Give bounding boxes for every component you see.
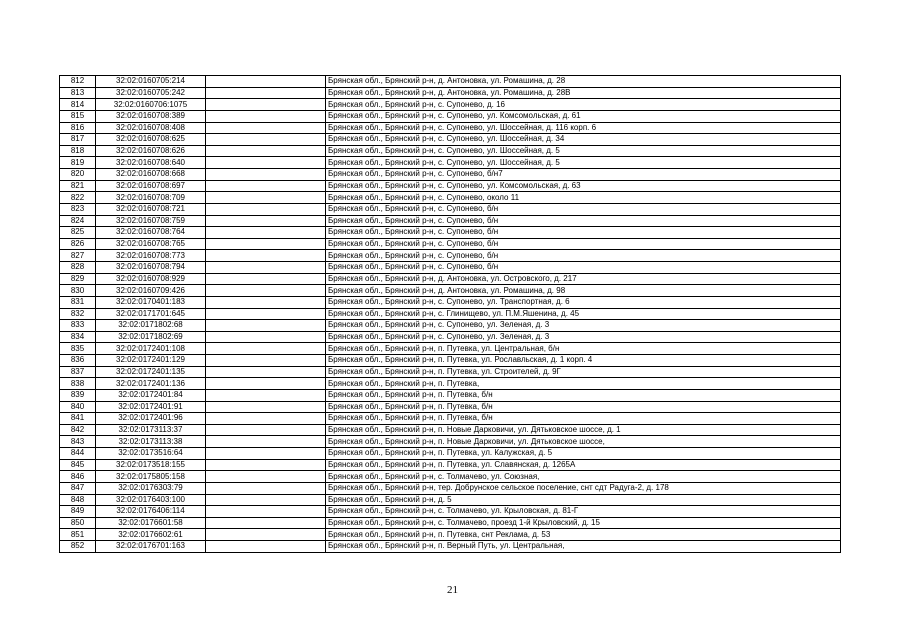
table-row <box>60 145 841 157</box>
cadastral-number: 32:02:0170401:183 <box>96 296 206 308</box>
cadastral-number: 32:02:0160708:709 <box>96 192 206 204</box>
table-row <box>60 401 841 413</box>
cadastral-number: 32:02:0160708:668 <box>96 169 206 181</box>
table-row <box>60 506 841 518</box>
cadastral-number: 32:02:0173113:37 <box>96 424 206 436</box>
row-number: 849 <box>60 506 96 518</box>
row-number: 846 <box>60 471 96 483</box>
row-number: 827 <box>60 250 96 262</box>
cadastral-number: 32:02:0171701:645 <box>96 308 206 320</box>
row-number: 833 <box>60 320 96 332</box>
empty-cell <box>206 273 326 285</box>
empty-cell <box>206 215 326 227</box>
empty-cell <box>206 459 326 471</box>
row-number: 831 <box>60 296 96 308</box>
cadastral-number: 32:02:0173516:64 <box>96 448 206 460</box>
table-row <box>60 250 841 262</box>
empty-cell <box>206 99 326 111</box>
table-row <box>60 541 841 553</box>
row-number: 841 <box>60 413 96 425</box>
row-number: 816 <box>60 122 96 134</box>
empty-cell <box>206 494 326 506</box>
empty-cell <box>206 134 326 146</box>
cadastral-number: 32:02:0160708:759 <box>96 215 206 227</box>
table-row <box>60 529 841 541</box>
empty-cell <box>206 110 326 122</box>
row-number: 818 <box>60 145 96 157</box>
empty-cell <box>206 203 326 215</box>
row-number: 840 <box>60 401 96 413</box>
row-number: 812 <box>60 76 96 88</box>
row-number: 836 <box>60 355 96 367</box>
address: Брянская обл., Брянский р-н, с. Супонево, ул. Зеленая, д. 3 <box>326 331 841 343</box>
empty-cell <box>206 192 326 204</box>
address: Брянская обл., Брянский р-н, с. Супонево, ул. Шоссейная, д. 5 <box>326 145 841 157</box>
empty-cell <box>206 401 326 413</box>
cadastral-number: 32:02:0160708:625 <box>96 134 206 146</box>
address: Брянская обл., Брянский р-н, п. Путевка, <box>326 378 841 390</box>
row-number: 825 <box>60 227 96 239</box>
empty-cell <box>206 227 326 239</box>
table-row <box>60 355 841 367</box>
cadastral-number: 32:02:0160708:773 <box>96 250 206 262</box>
table-row <box>60 203 841 215</box>
empty-cell <box>206 482 326 494</box>
cadastral-number: 32:02:0173113:38 <box>96 436 206 448</box>
address: Брянская обл., Брянский р-н, с. Супонево, б/н <box>326 215 841 227</box>
address: Брянская обл., Брянский р-н, п. Путевка, снт Реклама, д. 53 <box>326 529 841 541</box>
address: Брянская обл., Брянский р-н, с. Супонево, ул. Шоссейная, д. 116 корп. 6 <box>326 122 841 134</box>
address: Брянская обл., Брянский р-н, с. Супонево, д. 16 <box>326 99 841 111</box>
address: Брянская обл., Брянский р-н, п. Путевка, ул. Центральная, б/н <box>326 343 841 355</box>
cadastral-number: 32:02:0172401:135 <box>96 366 206 378</box>
address: Брянская обл., Брянский р-н, п. Путевка, ул. Рославльская, д. 1 корп. 4 <box>326 355 841 367</box>
table-row <box>60 273 841 285</box>
row-number: 821 <box>60 180 96 192</box>
empty-cell <box>206 517 326 529</box>
row-number: 823 <box>60 203 96 215</box>
empty-cell <box>206 296 326 308</box>
row-number: 847 <box>60 482 96 494</box>
empty-cell <box>206 506 326 518</box>
row-number: 819 <box>60 157 96 169</box>
row-number: 826 <box>60 238 96 250</box>
row-number: 822 <box>60 192 96 204</box>
table-row <box>60 134 841 146</box>
table-row <box>60 471 841 483</box>
cadastral-number: 32:02:0160708:794 <box>96 262 206 274</box>
cadastral-number: 32:02:0172401:108 <box>96 343 206 355</box>
address: Брянская обл., Брянский р-н, д. 5 <box>326 494 841 506</box>
address: Брянская обл., Брянский р-н, с. Супонево, ул. Зеленая, д. 3 <box>326 320 841 332</box>
cadastral-number: 32:02:0173518:155 <box>96 459 206 471</box>
table-row <box>60 215 841 227</box>
address: Брянская обл., Брянский р-н, п. Верный Путь, ул. Центральная, <box>326 541 841 553</box>
cadastral-number: 32:02:0160706:1075 <box>96 99 206 111</box>
table-row <box>60 285 841 297</box>
address: Брянская обл., Брянский р-н, п. Путевка, ул. Калужская, д. 5 <box>326 448 841 460</box>
address: Брянская обл., Брянский р-н, с. Супонево, ул. Шоссейная, д. 5 <box>326 157 841 169</box>
row-number: 832 <box>60 308 96 320</box>
table-row <box>60 227 841 239</box>
cadastral-number: 32:02:0160708:626 <box>96 145 206 157</box>
empty-cell <box>206 238 326 250</box>
address: Брянская обл., Брянский р-н, с. Супонево, б/н <box>326 203 841 215</box>
row-number: 815 <box>60 110 96 122</box>
cadastral-number: 32:02:0160708:697 <box>96 180 206 192</box>
empty-cell <box>206 180 326 192</box>
table-row <box>60 99 841 111</box>
address: Брянская обл., Брянский р-н, с. Супонево, ул. Комсомольская, д. 63 <box>326 180 841 192</box>
cadastral-number: 32:02:0176602:61 <box>96 529 206 541</box>
cadastral-number: 32:02:0160708:389 <box>96 110 206 122</box>
table-row <box>60 192 841 204</box>
empty-cell <box>206 541 326 553</box>
cadastral-number: 32:02:0172401:129 <box>96 355 206 367</box>
row-number: 817 <box>60 134 96 146</box>
address: Брянская обл., Брянский р-н, с. Супонево, ул. Комсомольская, д. 61 <box>326 110 841 122</box>
table-row <box>60 262 841 274</box>
table-row <box>60 180 841 192</box>
empty-cell <box>206 424 326 436</box>
table-row <box>60 436 841 448</box>
row-number: 820 <box>60 169 96 181</box>
empty-cell <box>206 413 326 425</box>
table-row <box>60 320 841 332</box>
table-row <box>60 413 841 425</box>
empty-cell <box>206 87 326 99</box>
cadastral-number: 32:02:0160708:640 <box>96 157 206 169</box>
address: Брянская обл., Брянский р-н, с. Глинищево, ул. П.М.Яшенина, д. 45 <box>326 308 841 320</box>
table-row <box>60 169 841 181</box>
empty-cell <box>206 157 326 169</box>
table-row <box>60 424 841 436</box>
page-number: 21 <box>447 584 458 596</box>
row-number: 828 <box>60 262 96 274</box>
row-number: 842 <box>60 424 96 436</box>
address: Брянская обл., Брянский р-н, п. Новые Дарковичи, ул. Дятьковское шоссе, <box>326 436 841 448</box>
cadastral-number: 32:02:0171802:68 <box>96 320 206 332</box>
address: Брянская обл., Брянский р-н, с. Супонево, б/н <box>326 238 841 250</box>
address: Брянская обл., Брянский р-н, с. Супонево, б/н <box>326 250 841 262</box>
address: Брянская обл., Брянский р-н, д. Антоновка, ул. Ромашина, д. 28 <box>326 76 841 88</box>
property-table-body <box>60 76 841 553</box>
address: Брянская обл., Брянский р-н, д. Антоновка, ул. Ромашина, д. 28В <box>326 87 841 99</box>
table-row <box>60 494 841 506</box>
cadastral-number: 32:02:0172401:96 <box>96 413 206 425</box>
address: Брянская обл., Брянский р-н, п. Путевка, ул. Славянская, д. 1265А <box>326 459 841 471</box>
cadastral-number: 32:02:0160705:242 <box>96 87 206 99</box>
row-number: 837 <box>60 366 96 378</box>
row-number: 813 <box>60 87 96 99</box>
cadastral-number: 32:02:0160705:214 <box>96 76 206 88</box>
cadastral-number: 32:02:0160708:764 <box>96 227 206 239</box>
empty-cell <box>206 320 326 332</box>
table-row <box>60 331 841 343</box>
row-number: 850 <box>60 517 96 529</box>
address: Брянская обл., Брянский р-н, с. Супонево, ул. Транспортная, д. 6 <box>326 296 841 308</box>
empty-cell <box>206 285 326 297</box>
table-row <box>60 517 841 529</box>
address: Брянская обл., Брянский р-н, с. Супонево, ул. Шоссейная, д. 34 <box>326 134 841 146</box>
cadastral-number: 32:02:0176601:58 <box>96 517 206 529</box>
row-number: 830 <box>60 285 96 297</box>
table-row <box>60 448 841 460</box>
cadastral-number: 32:02:0175805:158 <box>96 471 206 483</box>
table-row <box>60 378 841 390</box>
table-row <box>60 87 841 99</box>
address: Брянская обл., Брянский р-н, тер. Добрунское сельское поселение, снт сдт Радуга-2, д. 178 <box>326 482 841 494</box>
cadastral-number: 32:02:0176303:79 <box>96 482 206 494</box>
table-row <box>60 296 841 308</box>
address: Брянская обл., Брянский р-н, д. Антоновка, ул. Островского, д. 217 <box>326 273 841 285</box>
row-number: 814 <box>60 99 96 111</box>
row-number: 829 <box>60 273 96 285</box>
row-number: 844 <box>60 448 96 460</box>
empty-cell <box>206 343 326 355</box>
cadastral-number: 32:02:0172401:91 <box>96 401 206 413</box>
row-number: 838 <box>60 378 96 390</box>
cadastral-number: 32:02:0176701:163 <box>96 541 206 553</box>
address: Брянская обл., Брянский р-н, с. Супонево, б/н <box>326 227 841 239</box>
cadastral-number: 32:02:0176406:114 <box>96 506 206 518</box>
row-number: 845 <box>60 459 96 471</box>
row-number: 824 <box>60 215 96 227</box>
cadastral-number: 32:02:0160708:721 <box>96 203 206 215</box>
empty-cell <box>206 145 326 157</box>
address: Брянская обл., Брянский р-н, п. Путевка, б/н <box>326 389 841 401</box>
empty-cell <box>206 529 326 541</box>
address: Брянская обл., Брянский р-н, п. Новые Дарковичи, ул. Дятьковское шоссе, д. 1 <box>326 424 841 436</box>
table-row <box>60 76 841 88</box>
empty-cell <box>206 122 326 134</box>
row-number: 852 <box>60 541 96 553</box>
table-row <box>60 238 841 250</box>
empty-cell <box>206 331 326 343</box>
cadastral-number: 32:02:0172401:84 <box>96 389 206 401</box>
cadastral-number: 32:02:0160708:765 <box>96 238 206 250</box>
address: Брянская обл., Брянский р-н, с. Толмачево, ул. Союзная, <box>326 471 841 483</box>
table-row <box>60 343 841 355</box>
cadastral-number: 32:02:0171802:69 <box>96 331 206 343</box>
empty-cell <box>206 355 326 367</box>
row-number: 839 <box>60 389 96 401</box>
empty-cell <box>206 436 326 448</box>
empty-cell <box>206 448 326 460</box>
table-row <box>60 459 841 471</box>
row-number: 843 <box>60 436 96 448</box>
table-row <box>60 482 841 494</box>
address: Брянская обл., Брянский р-н, с. Супонево, б/н <box>326 262 841 274</box>
empty-cell <box>206 389 326 401</box>
address: Брянская обл., Брянский р-н, п. Путевка, б/н <box>326 413 841 425</box>
property-table <box>59 75 841 553</box>
cadastral-number: 32:02:0160708:929 <box>96 273 206 285</box>
cadastral-number: 32:02:0176403:100 <box>96 494 206 506</box>
table-row <box>60 389 841 401</box>
empty-cell <box>206 262 326 274</box>
address: Брянская обл., Брянский р-н, с. Толмачево, ул. Крыловская, д. 81-Г <box>326 506 841 518</box>
address: Брянская обл., Брянский р-н, с. Супонево, около 11 <box>326 192 841 204</box>
row-number: 834 <box>60 331 96 343</box>
empty-cell <box>206 308 326 320</box>
empty-cell <box>206 250 326 262</box>
empty-cell <box>206 378 326 390</box>
empty-cell <box>206 169 326 181</box>
table-row <box>60 366 841 378</box>
address: Брянская обл., Брянский р-н, с. Толмачево, проезд 1-й Крыловский, д. 15 <box>326 517 841 529</box>
address: Брянская обл., Брянский р-н, п. Путевка, ул. Строителей, д. 9Г <box>326 366 841 378</box>
cadastral-number: 32:02:0160709:426 <box>96 285 206 297</box>
row-number: 835 <box>60 343 96 355</box>
address: Брянская обл., Брянский р-н, с. Супонево, б/н7 <box>326 169 841 181</box>
table-row <box>60 110 841 122</box>
table-row <box>60 122 841 134</box>
empty-cell <box>206 76 326 88</box>
table-row <box>60 308 841 320</box>
address: Брянская обл., Брянский р-н, п. Путевка, б/н <box>326 401 841 413</box>
address: Брянская обл., Брянский р-н, д. Антоновка, ул. Ромашина, д. 98 <box>326 285 841 297</box>
cadastral-number: 32:02:0172401:136 <box>96 378 206 390</box>
row-number: 848 <box>60 494 96 506</box>
cadastral-number: 32:02:0160708:408 <box>96 122 206 134</box>
empty-cell <box>206 366 326 378</box>
table-row <box>60 157 841 169</box>
row-number: 851 <box>60 529 96 541</box>
empty-cell <box>206 471 326 483</box>
